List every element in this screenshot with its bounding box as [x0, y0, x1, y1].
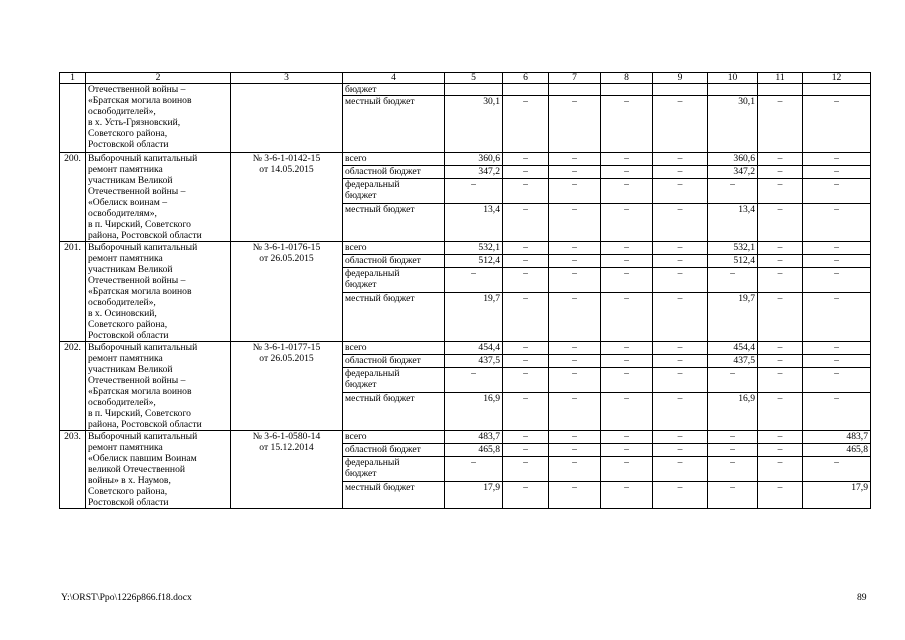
value-cell: – [503, 96, 549, 153]
column-header: 1 [60, 73, 86, 84]
value-cell: – [653, 179, 708, 204]
value-cell: – [758, 342, 803, 355]
value-cell [803, 84, 871, 96]
value-cell: – [708, 268, 758, 293]
column-header: 8 [601, 73, 653, 84]
value-cell: – [503, 355, 549, 368]
table-row [60, 153, 871, 166]
funding-type: местный бюджет [343, 96, 445, 153]
funding-type: местный бюджет [343, 482, 445, 509]
value-cell: – [803, 204, 871, 242]
value-cell: – [653, 444, 708, 457]
value-cell: – [601, 482, 653, 509]
column-header: 2 [86, 73, 231, 84]
value-cell: – [503, 255, 549, 268]
value-cell: – [758, 444, 803, 457]
value-cell: – [653, 204, 708, 242]
value-cell: – [503, 179, 549, 204]
value-cell: – [445, 457, 503, 482]
value-cell: 437,5 [445, 355, 503, 368]
value-cell: – [549, 166, 601, 179]
value-cell: – [803, 268, 871, 293]
value-cell: – [549, 482, 601, 509]
column-header: 3 [231, 73, 343, 84]
value-cell: – [653, 242, 708, 255]
value-cell: – [601, 166, 653, 179]
value-cell: 512,4 [708, 255, 758, 268]
column-header: 10 [708, 73, 758, 84]
value-cell: – [653, 482, 708, 509]
value-cell: – [503, 431, 549, 444]
value-cell: – [601, 268, 653, 293]
value-cell: – [549, 153, 601, 166]
value-cell: – [549, 255, 601, 268]
column-header: 11 [758, 73, 803, 84]
value-cell: 30,1 [708, 96, 758, 153]
value-cell: – [549, 431, 601, 444]
funding-type: областной бюджет [343, 166, 445, 179]
value-cell: 465,8 [445, 444, 503, 457]
row-number: 202. [60, 342, 86, 431]
document-number: № 3-6-1-0177-15 от 26.05.2015 [231, 342, 343, 431]
value-cell: – [803, 242, 871, 255]
value-cell: – [758, 242, 803, 255]
value-cell [549, 84, 601, 96]
value-cell: 17,9 [445, 482, 503, 509]
footer-page-number: 89 [857, 592, 867, 603]
value-cell: – [549, 368, 601, 393]
value-cell: – [549, 355, 601, 368]
value-cell: – [503, 153, 549, 166]
value-cell: 13,4 [445, 204, 503, 242]
value-cell: – [503, 204, 549, 242]
value-cell: – [758, 268, 803, 293]
value-cell: 347,2 [445, 166, 503, 179]
value-cell [445, 84, 503, 96]
value-cell: – [601, 255, 653, 268]
funding-type: федеральный бюджет [343, 368, 445, 393]
value-cell: – [549, 179, 601, 204]
funding-type: местный бюджет [343, 293, 445, 342]
value-cell: 532,1 [708, 242, 758, 255]
value-cell: – [653, 96, 708, 153]
value-cell: 13,4 [708, 204, 758, 242]
value-cell: – [803, 166, 871, 179]
table-row [60, 242, 871, 255]
value-cell: – [708, 457, 758, 482]
value-cell: – [601, 153, 653, 166]
value-cell: – [445, 268, 503, 293]
value-cell: – [803, 368, 871, 393]
funding-type: федеральный бюджет [343, 268, 445, 293]
value-cell: – [803, 153, 871, 166]
table-row [60, 84, 871, 96]
value-cell: – [758, 355, 803, 368]
value-cell: – [708, 444, 758, 457]
value-cell: – [549, 457, 601, 482]
object-name: Выборочный капитальный ремонт памятника «Обелиск павшим Воинам великой Отечественной войны» в х. Наумов, Советского района, Ростовской области [86, 431, 231, 509]
value-cell: – [653, 342, 708, 355]
value-cell: – [503, 268, 549, 293]
value-cell: – [549, 96, 601, 153]
value-cell: 454,4 [708, 342, 758, 355]
value-cell: – [601, 368, 653, 393]
value-cell: – [601, 444, 653, 457]
column-header: 5 [445, 73, 503, 84]
value-cell: 360,6 [445, 153, 503, 166]
value-cell: – [549, 444, 601, 457]
value-cell: – [803, 293, 871, 342]
value-cell: – [803, 179, 871, 204]
value-cell: – [503, 368, 549, 393]
value-cell: – [653, 368, 708, 393]
value-cell: – [803, 355, 871, 368]
document-number: № 3-6-1-0142-15 от 14.05.2015 [231, 153, 343, 242]
value-cell: – [803, 393, 871, 431]
value-cell: 483,7 [445, 431, 503, 444]
funding-type: всего [343, 431, 445, 444]
value-cell: – [758, 96, 803, 153]
value-cell: – [503, 444, 549, 457]
column-header-row [60, 73, 871, 84]
value-cell: – [653, 166, 708, 179]
value-cell: – [503, 242, 549, 255]
value-cell: – [758, 166, 803, 179]
document-number: № 3-6-1-0176-15 от 26.05.2015 [231, 242, 343, 342]
value-cell: – [601, 242, 653, 255]
value-cell: – [601, 431, 653, 444]
value-cell: – [445, 179, 503, 204]
value-cell: – [503, 342, 549, 355]
value-cell: – [601, 293, 653, 342]
funding-type: всего [343, 242, 445, 255]
value-cell: – [549, 342, 601, 355]
document-number [231, 84, 343, 153]
funding-type: областной бюджет [343, 255, 445, 268]
object-name: Отечественной войны – «Братская могила воинов освободителей», в х. Усть-Грязновский, Советского района, Ростовской области [86, 84, 231, 153]
object-name: Выборочный капитальный ремонт памятника участникам Великой Отечественной войны – «Братская могила воинов освободителей», в х. Осиновский, Советского района, Ростовской области [86, 242, 231, 342]
column-header: 7 [549, 73, 601, 84]
object-name: Выборочный капитальный ремонт памятника участникам Великой Отечественной войны – «Братская могила воинов освободителей», в п. Чирский, Советского района, Ростовской области [86, 342, 231, 431]
funding-type: федеральный бюджет [343, 179, 445, 204]
column-header: 12 [803, 73, 871, 84]
value-cell: – [549, 393, 601, 431]
funding-type: местный бюджет [343, 393, 445, 431]
value-cell: 512,4 [445, 255, 503, 268]
budget-table [59, 72, 871, 509]
value-cell: – [601, 393, 653, 431]
value-cell: – [758, 431, 803, 444]
value-cell: – [601, 355, 653, 368]
funding-type: местный бюджет [343, 204, 445, 242]
value-cell [601, 84, 653, 96]
value-cell: 454,4 [445, 342, 503, 355]
value-cell: – [601, 342, 653, 355]
funding-type: федеральный бюджет [343, 457, 445, 482]
value-cell [653, 84, 708, 96]
table-row [60, 342, 871, 355]
value-cell: 30,1 [445, 96, 503, 153]
value-cell: 19,7 [445, 293, 503, 342]
value-cell: 16,9 [708, 393, 758, 431]
row-number: 200. [60, 153, 86, 242]
value-cell: – [708, 179, 758, 204]
funding-type: всего [343, 342, 445, 355]
funding-type: всего [343, 153, 445, 166]
value-cell [503, 84, 549, 96]
funding-type: бюджет [343, 84, 445, 96]
object-name: Выборочный капитальный ремонт памятника участникам Великой Отечественной войны – «Обелиск воинам – освободителям», в п. Чирский, Советского района, Ростовской области [86, 153, 231, 242]
value-cell: – [653, 431, 708, 444]
value-cell: – [653, 355, 708, 368]
row-number [60, 84, 86, 153]
value-cell: 19,7 [708, 293, 758, 342]
value-cell: – [503, 482, 549, 509]
value-cell: 465,8 [803, 444, 871, 457]
value-cell: – [601, 179, 653, 204]
value-cell: – [601, 96, 653, 153]
value-cell: – [758, 293, 803, 342]
value-cell: – [653, 393, 708, 431]
value-cell: – [758, 153, 803, 166]
value-cell: 437,5 [708, 355, 758, 368]
value-cell: – [758, 393, 803, 431]
value-cell: – [653, 153, 708, 166]
row-number: 201. [60, 242, 86, 342]
value-cell: – [708, 368, 758, 393]
value-cell: 483,7 [803, 431, 871, 444]
value-cell: – [503, 293, 549, 342]
value-cell: – [758, 482, 803, 509]
value-cell: 360,6 [708, 153, 758, 166]
document-number: № 3-6-1-0580-14 от 15.12.2014 [231, 431, 343, 509]
value-cell: – [601, 204, 653, 242]
value-cell: – [803, 96, 871, 153]
value-cell: – [653, 268, 708, 293]
funding-type: областной бюджет [343, 355, 445, 368]
column-header: 6 [503, 73, 549, 84]
value-cell: 16,9 [445, 393, 503, 431]
funding-type: областной бюджет [343, 444, 445, 457]
value-cell: – [653, 255, 708, 268]
value-cell: – [803, 255, 871, 268]
value-cell: – [708, 482, 758, 509]
value-cell: – [803, 457, 871, 482]
value-cell: – [758, 255, 803, 268]
value-cell: – [549, 268, 601, 293]
value-cell: 532,1 [445, 242, 503, 255]
value-cell: – [758, 457, 803, 482]
value-cell: 17,9 [803, 482, 871, 509]
value-cell: – [758, 179, 803, 204]
value-cell: – [758, 368, 803, 393]
value-cell: – [803, 342, 871, 355]
column-header: 9 [653, 73, 708, 84]
value-cell: – [549, 204, 601, 242]
value-cell: – [503, 166, 549, 179]
value-cell: – [503, 393, 549, 431]
value-cell [708, 84, 758, 96]
value-cell: – [708, 431, 758, 444]
value-cell: – [503, 457, 549, 482]
value-cell: 347,2 [708, 166, 758, 179]
value-cell: – [549, 242, 601, 255]
column-header: 4 [343, 73, 445, 84]
table-row [60, 431, 871, 444]
value-cell: – [549, 293, 601, 342]
value-cell: – [653, 293, 708, 342]
value-cell: – [653, 457, 708, 482]
table-body [60, 73, 871, 509]
row-number: 203. [60, 431, 86, 509]
value-cell: – [758, 204, 803, 242]
value-cell: – [445, 368, 503, 393]
footer-file-path: Y:\ORST\Ppo\1226p866.f18.docx [61, 592, 192, 603]
value-cell: – [601, 457, 653, 482]
value-cell [758, 84, 803, 96]
